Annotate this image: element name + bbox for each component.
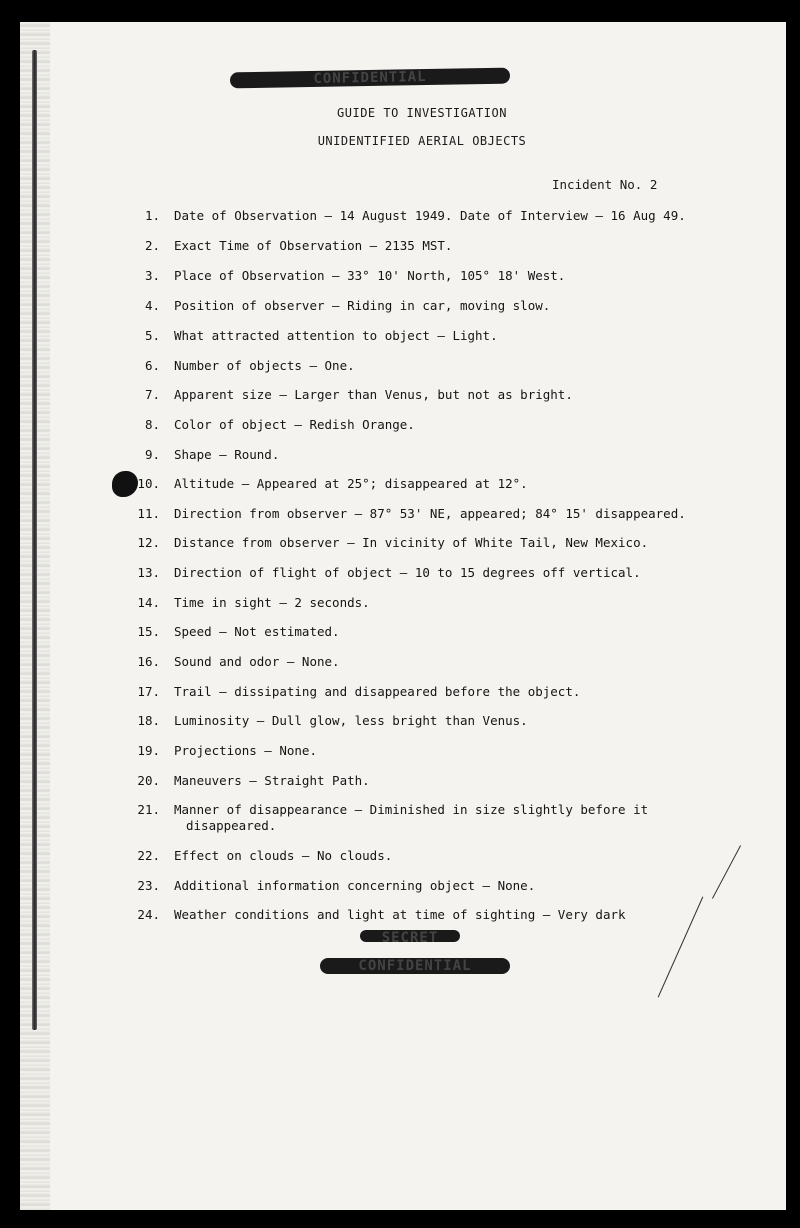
document-subtitle: UNIDENTIFIED AERIAL OBJECTS [317, 134, 527, 148]
item-text: Date of Observation — 14 August 1949. Date of Interview — 16 Aug 49. [174, 208, 686, 223]
classification-stamp-bottom-2: CONFIDENTIAL [320, 958, 510, 974]
incident-number: Incident No. 2 [552, 177, 658, 192]
item-text: Projections — None. [174, 743, 317, 758]
item-text-continuation: disappeared. [186, 818, 277, 833]
item-number: 6. [144, 358, 160, 373]
item-text: Time in sight — 2 seconds. [174, 595, 370, 610]
item-text: Place of Observation — 33° 10' North, 105° 18' West. [174, 268, 566, 283]
document-page [20, 22, 786, 1210]
item-number: 2. [144, 238, 160, 253]
document-title: GUIDE TO INVESTIGATION [337, 106, 507, 120]
item-text: Number of objects — One. [174, 358, 355, 373]
binder-strip [32, 50, 37, 1030]
item-number: 5. [144, 328, 160, 343]
item-text: Weather conditions and light at time of sighting — Very dark [174, 907, 626, 922]
item-number: 10. [137, 476, 160, 491]
item-number: 19. [137, 743, 160, 758]
item-text: What attracted attention to object — Light. [174, 328, 498, 343]
item-number: 11. [137, 506, 160, 521]
item-text: Direction from observer — 87° 53' NE, appeared; 84° 15' disappeared. [174, 506, 686, 521]
item-number: 12. [137, 535, 160, 550]
item-text: Distance from observer — In vicinity of White Tail, New Mexico. [174, 535, 649, 550]
item-number: 16. [137, 654, 160, 669]
item-text: Shape — Round. [174, 447, 280, 462]
item-number: 7. [144, 387, 160, 402]
item-number: 1. [144, 208, 160, 223]
item-text: Apparent size — Larger than Venus, but not as bright. [174, 387, 573, 402]
item-number: 3. [144, 268, 160, 283]
item-number: 15. [137, 624, 160, 639]
item-text: Speed — Not estimated. [174, 624, 340, 639]
item-text: Exact Time of Observation — 2135 MST. [174, 238, 453, 253]
item-text: Sound and odor — None. [174, 654, 340, 669]
item-number: 9. [144, 447, 160, 462]
item-text: Manner of disappearance — Diminished in size slightly before it [174, 802, 649, 817]
item-text: Altitude — Appeared at 25°; disappeared at 12°. [174, 476, 528, 491]
pencil-mark [712, 845, 741, 898]
item-number: 21. [137, 802, 160, 817]
classification-stamp-bottom-1: SECRET [360, 930, 460, 942]
item-text: Color of object — Redish Orange. [174, 417, 415, 432]
item-text: Position of observer — Riding in car, moving slow. [174, 298, 551, 313]
item-text: Effect on clouds — No clouds. [174, 848, 393, 863]
item-number: 24. [137, 907, 160, 922]
item-number: 20. [137, 773, 160, 788]
item-text: Maneuvers — Straight Path. [174, 773, 370, 788]
item-number: 14. [137, 595, 160, 610]
item-text: Additional information concerning object — None. [174, 878, 536, 893]
classification-stamp-top: CONFIDENTIAL [230, 68, 510, 89]
item-number: 18. [137, 713, 160, 728]
item-number: 17. [137, 684, 160, 699]
item-number: 22. [137, 848, 160, 863]
item-number: 4. [144, 298, 160, 313]
item-number: 23. [137, 878, 160, 893]
item-number: 8. [144, 417, 160, 432]
item-text: Luminosity — Dull glow, less bright than Venus. [174, 713, 528, 728]
item-text: Direction of flight of object — 10 to 15 degrees off vertical. [174, 565, 641, 580]
item-number: 13. [137, 565, 160, 580]
item-text: Trail — dissipating and disappeared before the object. [174, 684, 581, 699]
pencil-mark [658, 897, 704, 998]
